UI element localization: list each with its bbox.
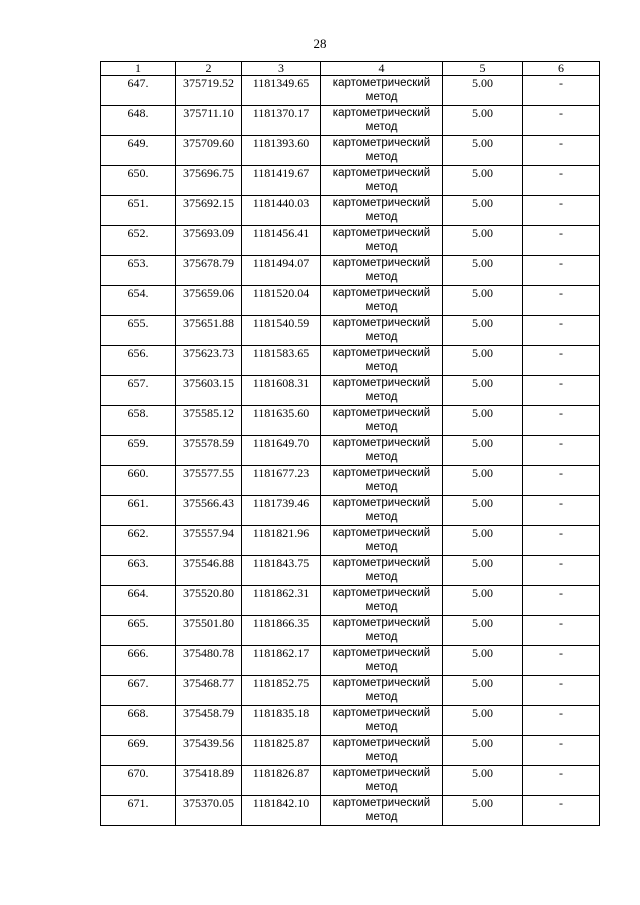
point-number: 655. [101, 316, 176, 346]
table-row [101, 166, 600, 196]
coordinate-x: 375719.52 [176, 76, 242, 106]
table-body [101, 76, 600, 826]
coordinate-x: 375458.79 [176, 706, 242, 736]
method-line-1: картометрический [332, 377, 431, 389]
method-line-2: метод [365, 151, 398, 163]
method-line-2: метод [365, 121, 398, 133]
note-value: - [523, 526, 600, 556]
coordinate-y: 1181821.96 [242, 526, 321, 556]
method-line-1: картометрический [332, 407, 431, 419]
note-value: - [523, 586, 600, 616]
method-line-1: картометрический [332, 137, 431, 149]
table-row [101, 346, 600, 376]
table-row [101, 496, 600, 526]
method-line-1: картометрический [332, 107, 431, 119]
table-row [101, 706, 600, 736]
determination-method [321, 796, 443, 826]
note-value: - [523, 76, 600, 106]
coordinate-x: 375370.05 [176, 796, 242, 826]
note-value: - [523, 376, 600, 406]
method-line-1: картометрический [332, 647, 431, 659]
determination-method [321, 406, 443, 436]
note-value: - [523, 196, 600, 226]
point-number: 650. [101, 166, 176, 196]
determination-method [321, 226, 443, 256]
coordinate-y: 1181370.17 [242, 106, 321, 136]
determination-method [321, 706, 443, 736]
determination-method [321, 316, 443, 346]
table-row [101, 616, 600, 646]
note-value: - [523, 226, 600, 256]
method-line-1: картометрический [332, 707, 431, 719]
table-row [101, 796, 600, 826]
determination-method [321, 616, 443, 646]
point-number: 671. [101, 796, 176, 826]
accuracy-value: 5.00 [443, 556, 523, 586]
method-line-1: картометрический [332, 677, 431, 689]
point-number: 666. [101, 646, 176, 676]
accuracy-value: 5.00 [443, 136, 523, 166]
determination-method [321, 586, 443, 616]
method-line-1: картометрический [332, 227, 431, 239]
coordinate-y: 1181739.46 [242, 496, 321, 526]
coordinate-y: 1181842.10 [242, 796, 321, 826]
note-value: - [523, 616, 600, 646]
accuracy-value: 5.00 [443, 526, 523, 556]
note-value: - [523, 706, 600, 736]
note-value: - [523, 436, 600, 466]
note-value: - [523, 346, 600, 376]
table-row [101, 736, 600, 766]
method-line-1: картометрический [332, 257, 431, 269]
accuracy-value: 5.00 [443, 706, 523, 736]
table-row [101, 676, 600, 706]
method-line-2: метод [365, 781, 398, 793]
point-number: 652. [101, 226, 176, 256]
method-line-1: картометрический [332, 527, 431, 539]
method-line-2: метод [365, 241, 398, 253]
column-header-3: 3 [242, 62, 321, 76]
point-number: 663. [101, 556, 176, 586]
note-value: - [523, 766, 600, 796]
method-line-2: метод [365, 541, 398, 553]
coordinate-y: 1181866.35 [242, 616, 321, 646]
column-header-6: 6 [523, 62, 600, 76]
determination-method [321, 496, 443, 526]
method-line-2: метод [365, 421, 398, 433]
accuracy-value: 5.00 [443, 436, 523, 466]
determination-method [321, 376, 443, 406]
table-row [101, 256, 600, 286]
method-line-1: картометрический [332, 467, 431, 479]
method-line-1: картометрический [332, 437, 431, 449]
note-value: - [523, 106, 600, 136]
accuracy-value: 5.00 [443, 316, 523, 346]
method-line-1: картометрический [332, 167, 431, 179]
coordinate-x: 375520.80 [176, 586, 242, 616]
note-value: - [523, 136, 600, 166]
point-number: 657. [101, 376, 176, 406]
note-value: - [523, 316, 600, 346]
method-line-1: картометрический [332, 497, 431, 509]
method-line-1: картометрический [332, 557, 431, 569]
coordinate-x: 375468.77 [176, 676, 242, 706]
note-value: - [523, 166, 600, 196]
note-value: - [523, 496, 600, 526]
point-number: 668. [101, 706, 176, 736]
coordinate-x: 375418.89 [176, 766, 242, 796]
method-line-2: метод [365, 721, 398, 733]
method-line-1: картометрический [332, 197, 431, 209]
table-row [101, 286, 600, 316]
method-line-2: метод [365, 631, 398, 643]
table-row [101, 466, 600, 496]
point-number: 662. [101, 526, 176, 556]
accuracy-value: 5.00 [443, 796, 523, 826]
table-row [101, 136, 600, 166]
method-line-2: метод [365, 601, 398, 613]
coordinate-x: 375566.43 [176, 496, 242, 526]
accuracy-value: 5.00 [443, 256, 523, 286]
accuracy-value: 5.00 [443, 766, 523, 796]
method-line-1: картометрический [332, 617, 431, 629]
determination-method [321, 556, 443, 586]
method-line-1: картометрический [332, 797, 431, 809]
coordinate-y: 1181852.75 [242, 676, 321, 706]
determination-method [321, 76, 443, 106]
point-number: 670. [101, 766, 176, 796]
accuracy-value: 5.00 [443, 196, 523, 226]
accuracy-value: 5.00 [443, 406, 523, 436]
method-line-1: картометрический [332, 587, 431, 599]
table-row [101, 316, 600, 346]
coordinate-x: 375603.15 [176, 376, 242, 406]
coordinate-x: 375696.75 [176, 166, 242, 196]
accuracy-value: 5.00 [443, 166, 523, 196]
coordinate-y: 1181677.23 [242, 466, 321, 496]
coordinate-y: 1181456.41 [242, 226, 321, 256]
accuracy-value: 5.00 [443, 106, 523, 136]
point-number: 654. [101, 286, 176, 316]
method-line-2: метод [365, 481, 398, 493]
coordinate-y: 1181349.65 [242, 76, 321, 106]
table-header-row [101, 62, 600, 76]
coordinate-y: 1181835.18 [242, 706, 321, 736]
coordinates-table [100, 61, 600, 826]
accuracy-value: 5.00 [443, 76, 523, 106]
table-row [101, 376, 600, 406]
accuracy-value: 5.00 [443, 466, 523, 496]
determination-method [321, 646, 443, 676]
column-header-2: 2 [176, 62, 242, 76]
accuracy-value: 5.00 [443, 616, 523, 646]
determination-method [321, 106, 443, 136]
coordinate-y: 1181843.75 [242, 556, 321, 586]
coordinate-x: 375709.60 [176, 136, 242, 166]
method-line-2: метод [365, 211, 398, 223]
determination-method [321, 736, 443, 766]
method-line-2: метод [365, 451, 398, 463]
coordinate-x: 375585.12 [176, 406, 242, 436]
point-number: 661. [101, 496, 176, 526]
determination-method [321, 766, 443, 796]
table-row [101, 646, 600, 676]
coordinate-x: 375557.94 [176, 526, 242, 556]
accuracy-value: 5.00 [443, 736, 523, 766]
method-line-2: метод [365, 271, 398, 283]
accuracy-value: 5.00 [443, 676, 523, 706]
determination-method [321, 466, 443, 496]
coordinate-y: 1181440.03 [242, 196, 321, 226]
note-value: - [523, 466, 600, 496]
method-line-2: метод [365, 571, 398, 583]
method-line-2: метод [365, 361, 398, 373]
point-number: 649. [101, 136, 176, 166]
accuracy-value: 5.00 [443, 646, 523, 676]
coordinate-x: 375578.59 [176, 436, 242, 466]
accuracy-value: 5.00 [443, 226, 523, 256]
method-line-2: метод [365, 331, 398, 343]
table-row [101, 226, 600, 256]
coordinate-x: 375501.80 [176, 616, 242, 646]
accuracy-value: 5.00 [443, 496, 523, 526]
table-row [101, 556, 600, 586]
determination-method [321, 166, 443, 196]
table-row [101, 196, 600, 226]
note-value: - [523, 646, 600, 676]
point-number: 653. [101, 256, 176, 286]
method-line-2: метод [365, 181, 398, 193]
coordinate-y: 1181608.31 [242, 376, 321, 406]
table-row [101, 436, 600, 466]
coordinate-y: 1181862.17 [242, 646, 321, 676]
table-row [101, 586, 600, 616]
determination-method [321, 436, 443, 466]
coordinate-y: 1181520.04 [242, 286, 321, 316]
accuracy-value: 5.00 [443, 376, 523, 406]
note-value: - [523, 406, 600, 436]
point-number: 656. [101, 346, 176, 376]
point-number: 659. [101, 436, 176, 466]
point-number: 660. [101, 466, 176, 496]
determination-method [321, 676, 443, 706]
point-number: 651. [101, 196, 176, 226]
coordinate-x: 375711.10 [176, 106, 242, 136]
coordinate-y: 1181540.59 [242, 316, 321, 346]
coordinate-y: 1181419.67 [242, 166, 321, 196]
method-line-2: метод [365, 691, 398, 703]
determination-method [321, 196, 443, 226]
coordinate-x: 375693.09 [176, 226, 242, 256]
determination-method [321, 256, 443, 286]
coordinate-x: 375623.73 [176, 346, 242, 376]
point-number: 664. [101, 586, 176, 616]
coordinate-x: 375678.79 [176, 256, 242, 286]
coordinate-x: 375480.78 [176, 646, 242, 676]
method-line-2: метод [365, 391, 398, 403]
coordinate-x: 375651.88 [176, 316, 242, 346]
method-line-1: картометрический [332, 77, 431, 89]
method-line-2: метод [365, 661, 398, 673]
coordinate-y: 1181826.87 [242, 766, 321, 796]
point-number: 647. [101, 76, 176, 106]
coordinate-y: 1181635.60 [242, 406, 321, 436]
point-number: 667. [101, 676, 176, 706]
coordinate-x: 375692.15 [176, 196, 242, 226]
coordinate-y: 1181393.60 [242, 136, 321, 166]
method-line-1: картометрический [332, 767, 431, 779]
table-row [101, 106, 600, 136]
column-header-1: 1 [101, 62, 176, 76]
method-line-1: картометрический [332, 347, 431, 359]
method-line-1: картометрический [332, 317, 431, 329]
table-row [101, 406, 600, 436]
note-value: - [523, 736, 600, 766]
point-number: 669. [101, 736, 176, 766]
method-line-2: метод [365, 301, 398, 313]
method-line-1: картометрический [332, 737, 431, 749]
point-number: 648. [101, 106, 176, 136]
coordinate-y: 1181494.07 [242, 256, 321, 286]
page-number: 28 [313, 36, 327, 51]
method-line-1: картометрический [332, 287, 431, 299]
determination-method [321, 136, 443, 166]
accuracy-value: 5.00 [443, 586, 523, 616]
method-line-2: метод [365, 811, 398, 823]
note-value: - [523, 796, 600, 826]
note-value: - [523, 286, 600, 316]
coordinate-x: 375577.55 [176, 466, 242, 496]
coordinate-y: 1181583.65 [242, 346, 321, 376]
column-header-5: 5 [443, 62, 523, 76]
point-number: 665. [101, 616, 176, 646]
determination-method [321, 346, 443, 376]
note-value: - [523, 556, 600, 586]
coordinate-x: 375439.56 [176, 736, 242, 766]
determination-method [321, 526, 443, 556]
coordinate-y: 1181649.70 [242, 436, 321, 466]
coordinate-y: 1181862.31 [242, 586, 321, 616]
method-line-2: метод [365, 91, 398, 103]
determination-method [321, 286, 443, 316]
table-row [101, 76, 600, 106]
method-line-2: метод [365, 751, 398, 763]
coordinate-y: 1181825.87 [242, 736, 321, 766]
column-header-4: 4 [321, 62, 443, 76]
note-value: - [523, 256, 600, 286]
method-line-2: метод [365, 511, 398, 523]
note-value: - [523, 676, 600, 706]
table-row [101, 766, 600, 796]
coordinate-x: 375546.88 [176, 556, 242, 586]
accuracy-value: 5.00 [443, 286, 523, 316]
coordinate-x: 375659.06 [176, 286, 242, 316]
point-number: 658. [101, 406, 176, 436]
table-row [101, 526, 600, 556]
accuracy-value: 5.00 [443, 346, 523, 376]
